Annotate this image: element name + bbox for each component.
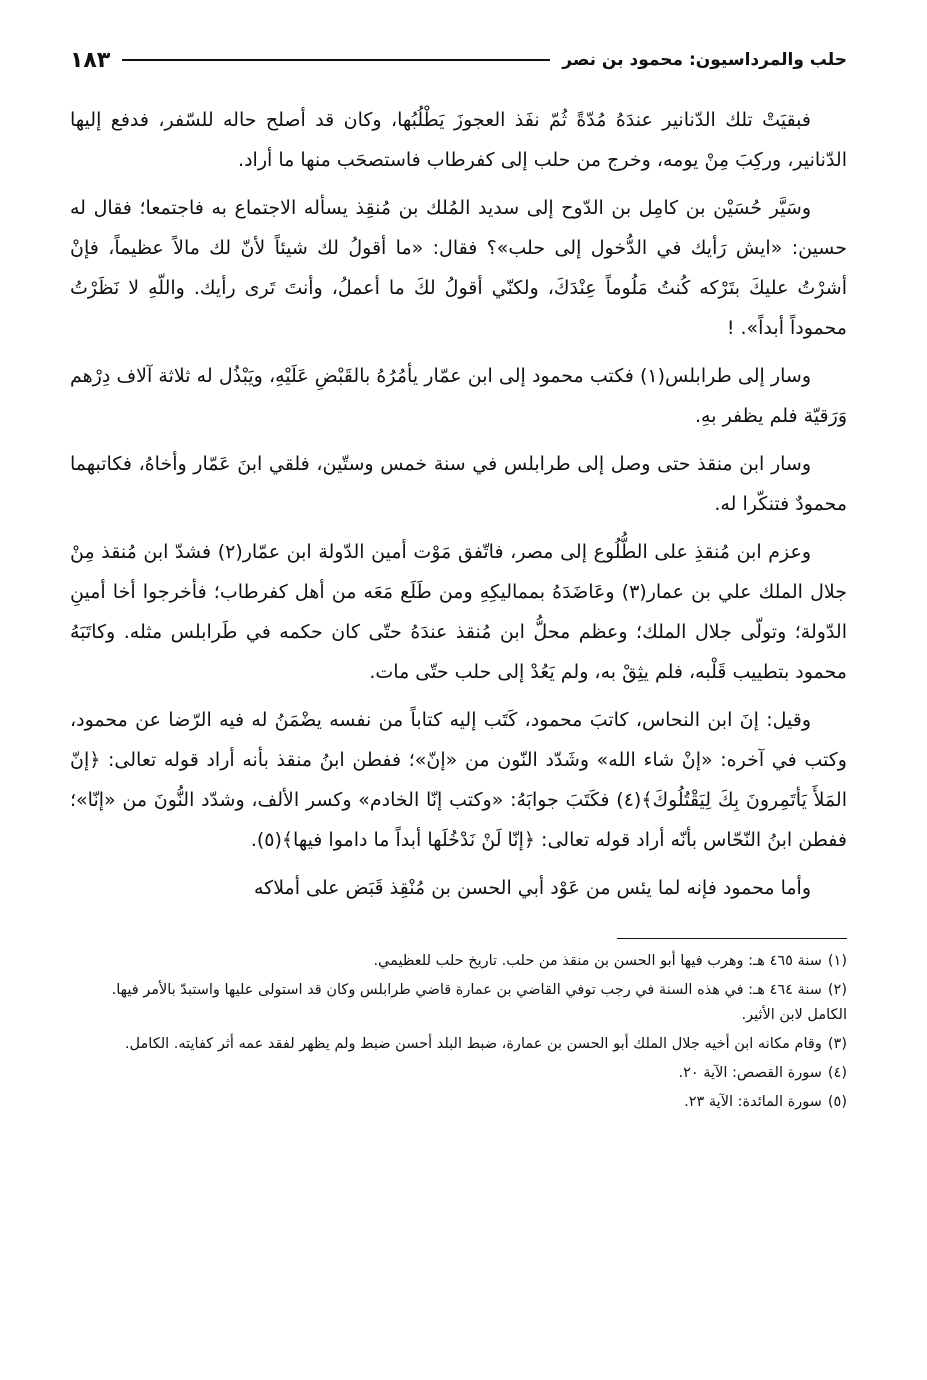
footnote-number: (٤) [827, 1065, 847, 1081]
footnote-text: سورة القصص: الآية ٢٠. [678, 1065, 822, 1081]
footnote [70, 1061, 847, 1086]
footnote [70, 978, 847, 1028]
footnote-text: سنة ٤٦٥ هـ: وهرب فيها أبو الحسن بن منقذ من حلب. تاريخ حلب للعظيمي. [373, 953, 822, 969]
page-number: ١٨٣ [70, 47, 111, 73]
chapter-title: حلب والمرداسيون: محمود بن نصر [562, 50, 847, 70]
footnote-text: سنة ٤٦٤ هـ: في هذه السنة في رجب توفي القاضي بن عمارة قاضي طرابلس وكان قد استولى عليها واستبدّ بالأمر فيها. الكامل لابن الأثير. [111, 982, 847, 1023]
body-text [70, 100, 847, 908]
footnote [70, 1032, 847, 1057]
paragraph: فبقيَتْ تلك الدّنانير عندَهُ مُدّةً ثُمّ نفَذ العجوزَ يَطْلُبُها، وكان قد أصلح حاله للسّفر، فدفع إليها الدّنانير، وركِبَ مِنْ يومه، وخرج من حلب إلى كفرطاب فاستصحَب منها ما أراد. [70, 109, 847, 171]
paragraph: وسَيَّر حُسَيْن بن كامِل بن الدّوح إلى سديد المُلك بن مُنقِذ يسأله الاجتماع به فاجتمعا؛ فقال له حسين: «ايش رَأيك في الدُّخول إلى حلب»؟ فقال: «ما أقولُ لك شيئاً لأنّ لك مالاً عظيماً، فإنْ أشرْتُ عليكَ بتَرْكه كُنتُ مَلُوماً عِنْدَكَ، ولكنّي أقولُ لكَ ما أعملُ، وأنتَ تَرى رأيك. واللّهِ لا نَظَرْتُ محموداً أبداً». ! [70, 197, 847, 339]
footnote [70, 949, 847, 974]
paragraph: وعزم ابن مُنقذِ على الطُّلُوع إلى مصر، فاتّفق مَوْت أمين الدّولة ابن عمّار(٢) فشدّ ابن مُنقذ مِنْ جلال الملك علي بن عمار(٣) وعَاضَدَهُ بمماليكِهِ ومن طَلَع مَعَه من أهل كفرطاب؛ فأخرجوا أخا أمينِ الدّولة؛ وتولّى جلال الملك؛ وعظم محلُّ ابن مُنقذ عندَهُ حتّى كان حكمه في طَرابلس مثله. وكاتَبَهُ محمود بتطييب قَلْبه، فلم يثِقْ به، ولم يَعُدْ إلى حلب حتّى مات. [70, 541, 847, 683]
paragraph: وسار ابن منقذ حتى وصل إلى طرابلس في سنة خمس وستّين، فلقي ابنَ عَمّار وأخاهُ، فكاتبهما محمودٌ فتنكّرا له. [70, 453, 847, 515]
footnote-number: (١) [827, 953, 847, 969]
paragraph: وقيل: إنَ ابن النحاس، كاتبَ محمود، كَتَب إليه كتاباً من نفسه يضْمَنُ له فيه الرّضا عن محمود، وكتب في آخره: «إنْ شاء الله» وشَدّد النّون من «إنّ»؛ ففطن ابنُ منقذ بأنه أراد قوله تعالى: ﴿إنّ المَلأَ يَأتَمِرونَ بِكَ لِيَقْتُلُوكَ﴾(٤) فكَتَبَ جوابَهُ: «وكتب إنّا الخادم» وكسر الألف، وشدّد النُّونَ من «إنّا»؛ ففطن ابنُ النّحّاس بأنّه أراد قوله تعالى: ﴿إنّا لَنْ نَدْخُلَها أبداً ما داموا فيها﴾(٥). [70, 709, 847, 851]
paragraph: وسار إلى طرابلس(١) فكتب محمود إلى ابن عمّار يأمُرُهُ بالقَبْضِ عَلَيْهِ، ويَبْذُل له ثلاثة آلاف دِرْهم وَرَقيّة فلم يظفر بهِ. [70, 365, 847, 427]
footnote [70, 1090, 847, 1115]
header-rule [122, 59, 550, 61]
footnote-number: (٢) [827, 982, 847, 998]
paragraph: وأما محمود فإنه لما يئس من عَوْد أبي الحسن بن مُنْقِذ قَبَض على أملاكه [253, 877, 811, 899]
book-page [70, 40, 847, 1350]
footnote-text: سورة المائدة: الآية ٢٣. [684, 1094, 822, 1110]
footnote-text: وقام مكانه ابن أخيه جلال الملك أبو الحسن بن عمارة، ضبط البلد أحسن ضبط ولم يظهر لفقد عمه أثر كفايته. الكامل. [124, 1036, 822, 1052]
footnote-separator [617, 938, 847, 939]
running-header [70, 40, 847, 80]
footnote-number: (٣) [827, 1036, 847, 1052]
footnotes [70, 949, 847, 1115]
footnote-number: (٥) [827, 1094, 847, 1110]
